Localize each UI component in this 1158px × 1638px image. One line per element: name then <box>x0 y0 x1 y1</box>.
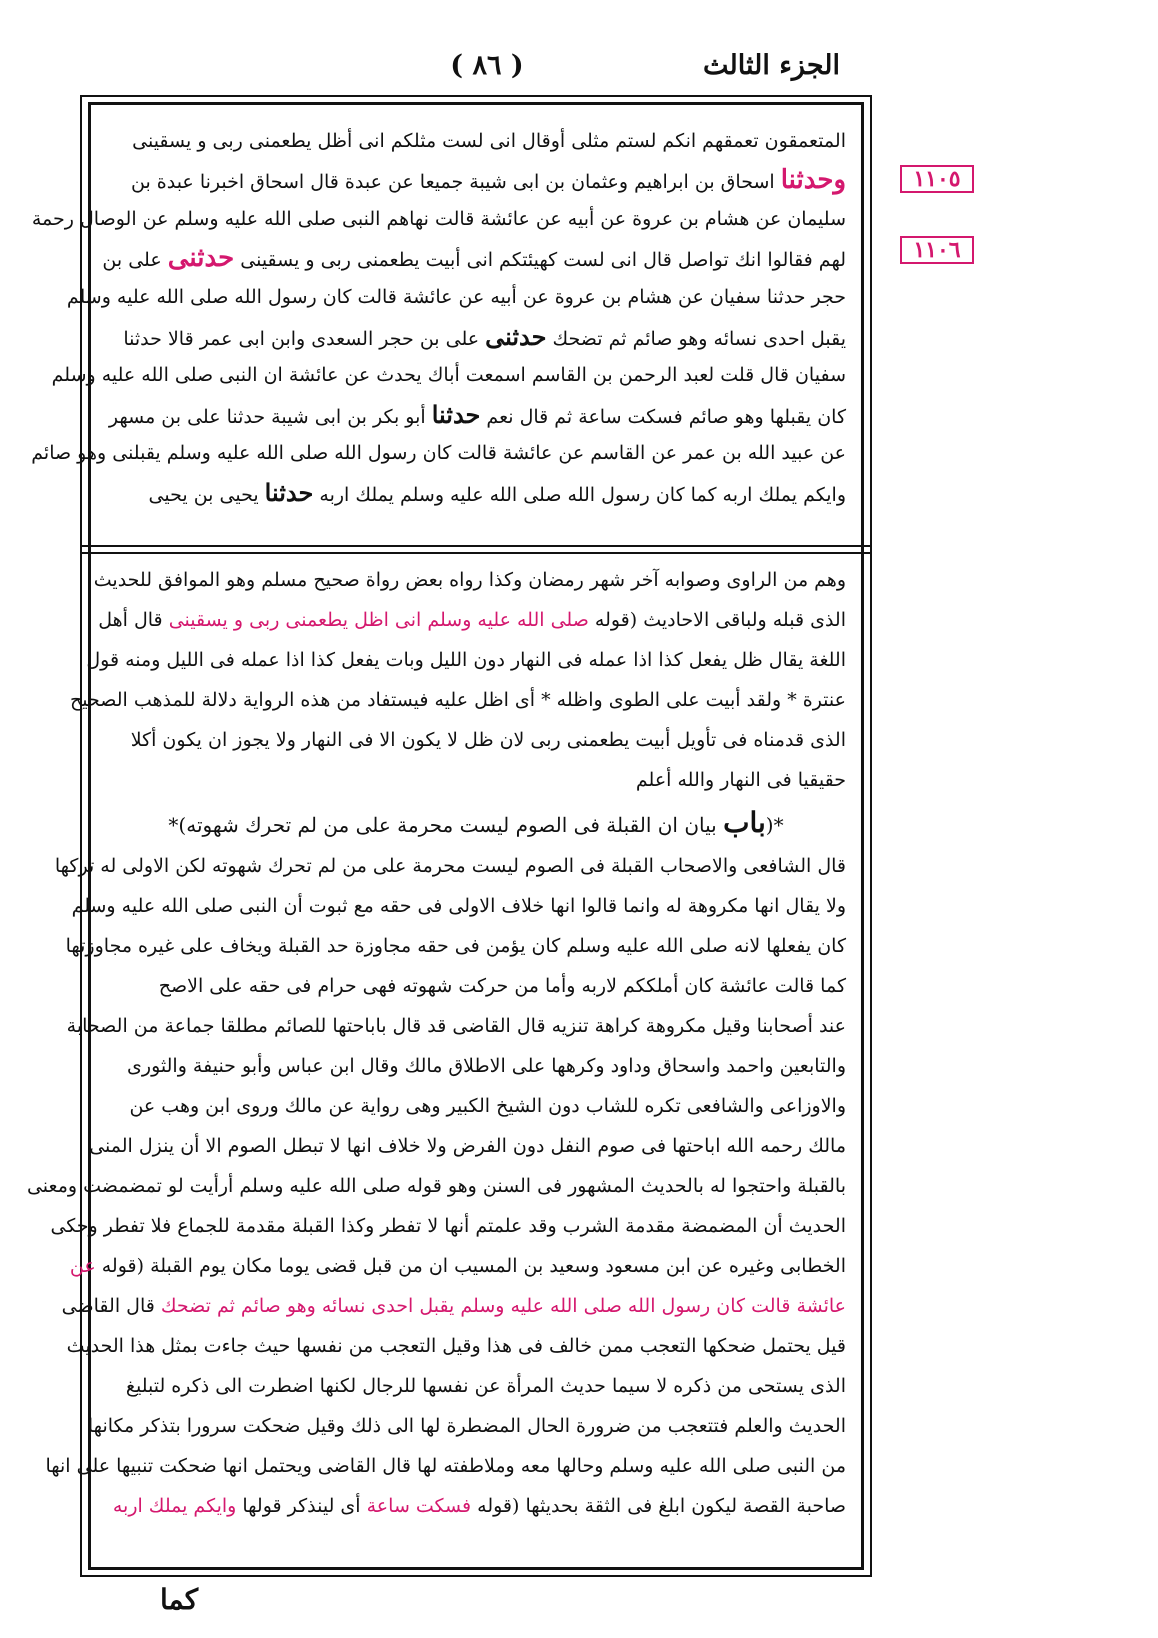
commentary-line: الحديث أن المضمضة مقدمة الشرب وقد علمتم أنها لا تفطر وكذا القبلة مقدمة للجماع فلا تفطر وحكى <box>50 1215 846 1237</box>
text-line: المتعمقون تعمقهم انكم لستم مثلى أوقال انى لست مثلكم انى أظل يطعمنى ربى و يسقينى <box>132 130 846 152</box>
commentary-line: الحديث والعلم فتتعجب من ضرورة الحال المضطرة لها الى ذلك وقيل ضحكت سرورا بتذكر مكانها <box>87 1415 846 1437</box>
page-number: ( ٨٦ ) <box>450 50 524 81</box>
text-line: وحدثنا اسحاق بن ابراهيم وعثمان بن ابى شيبة جميعا عن عبدة قال اسحاق اخبرنا عبدة بن <box>130 165 846 195</box>
quoted-text: وايكم يملك اربه <box>112 1495 237 1517</box>
quoted-text: عن <box>69 1255 96 1277</box>
commentary-line: كان يفعلها لانه صلى الله عليه وسلم كان يؤمن فى حقه مجاوزة حد القبلة ويخاف على غيره مجاوزتها <box>65 935 846 957</box>
isnad-marker: حدثنى <box>485 322 547 351</box>
hadith-number-1106: ١١٠٦ <box>900 236 974 264</box>
chapter-title: بيان ان القبلة فى الصوم ليست محرمة على من لم تحرك شهوته <box>186 813 717 837</box>
quoted-text: صلى الله عليه وسلم انى اظل يطعمنى ربى و يسقينى <box>168 609 589 631</box>
commentary-block <box>26 560 846 1526</box>
text-line: سفيان قال قلت لعبد الرحمن بن القاسم اسمعت أباك يحدث عن عائشة ان النبى صلى الله عليه وسلم <box>51 364 846 386</box>
commentary-line: الذى قدمناه فى تأويل أبيت يطعمنى ربى لان ظل لا يكون الا فى النهار ولا يجوز ان يكون أكلا <box>130 729 846 751</box>
isnad-marker: حدثنا <box>264 478 314 507</box>
commentary-line: الذى قبله ولباقى الاحاديث (قوله صلى الله عليه وسلم انى اظل يطعمنى ربى و يسقينى قال أهل <box>98 609 846 631</box>
text-line: لهم فقالوا انك تواصل قال انى لست كهيئتكم انى أبيت يطعمنى ربى و يسقينى حدثنى على بن <box>102 243 846 273</box>
text-line: عن عبيد الله بن عمر عن القاسم عن عائشة قالت كان رسول الله صلى الله عليه وسلم يقبلنى وهو صائم <box>31 442 846 464</box>
commentary-line: عائشة قالت كان رسول الله صلى الله عليه وسلم يقبل احدى نسائه وهو صائم ثم تضحك قال القاضى <box>61 1295 846 1317</box>
quoted-text: فسكت ساعة <box>366 1495 472 1517</box>
catchword: كما <box>160 1583 199 1616</box>
commentary-line: قيل يحتمل ضحكها التعجب ممن خالف فى هذا وقيل التعجب من نفسها حيث جاءت بمثل هذا الحديث <box>66 1335 846 1357</box>
text-line: كان يقبلها وهو صائم فسكت ساعة ثم قال نعم حدثنا أبو بكر بن ابى شيبة حدثنا على بن مسهر <box>108 400 846 429</box>
isnad-marker: حدثنى <box>167 243 235 273</box>
commentary-line: الخطابى وغيره عن ابن مسعود وسعيد بن المسيب ان من قبل قضى يوما مكان يوم القبلة (قوله عن <box>69 1255 846 1277</box>
commentary-line: والاوزاعى والشافعى تكره للشاب دون الشيخ الكبير وهى رواية عن مالك وروى ابن وهب عن <box>129 1095 846 1117</box>
section-divider <box>80 545 872 554</box>
volume-header: الجزء الثالث <box>703 50 840 81</box>
isnad-marker: حدثنا <box>431 400 481 429</box>
commentary-line: بالقبلة واحتجوا له بالحديث المشهور فى السنن وهو قوله صلى الله عليه وسلم أرأيت لو تمضمضت ومعنى <box>26 1175 846 1197</box>
commentary-line: حقيقيا فى النهار والله أعلم <box>635 769 846 791</box>
text-line: حجر حدثنا سفيان عن هشام بن عروة عن أبيه عن عائشة قالت كان رسول الله صلى الله عليه وسلم <box>66 286 846 308</box>
text-line: وايكم يملك اربه كما كان رسول الله صلى الله عليه وسلم يملك اربه حدثنا يحيى بن يحيى <box>148 478 846 507</box>
commentary-line: وهم من الراوى وصوابه آخر شهر رمضان وكذا رواه بعض رواة صحيح مسلم وهو الموافق للحديث <box>93 569 846 591</box>
chapter-heading: *(باب بيان ان القبلة فى الصوم ليست محرمة على من لم تحرك شهوته)* <box>168 806 784 839</box>
text-line: يقبل احدى نسائه وهو صائم ثم تضحك حدثنى على بن حجر السعدى وابن ابى عمر قالا حدثنا <box>123 322 846 351</box>
hadith-text-block <box>31 122 846 512</box>
commentary-line: قال الشافعى والاصحاب القبلة فى الصوم ليست محرمة على من لم تحرك شهوته لكن الاولى له تركها <box>54 855 846 877</box>
commentary-line: عنترة * ولقد أبيت على الطوى واظله * أى اظل عليه فيستفاد من هذه الرواية دلالة للمذهب الصحيح <box>70 689 846 711</box>
commentary-line: عند أصحابنا وقيل مكروهة كراهة تنزيه قال القاضى قد قال باباحتها للصائم مطلقا جماعة من الصحابة <box>66 1015 846 1037</box>
commentary-line: مالك رحمه الله اباحتها فى صوم النفل دون الفرض ولا خلاف انها لا تبطل الصوم الا أن ينزل المنى <box>89 1135 846 1157</box>
hadith-number-1105: ١١٠٥ <box>900 165 974 193</box>
commentary-line: كما قالت عائشة كان أملككم لاربه وأما من حركت شهوته فهى حرام فى حقه على الاصح <box>158 975 846 997</box>
commentary-line: والتابعين واحمد واسحاق وداود وكرهها على الاطلاق مالك وقال ابن عباس وأبو حنيفة والثورى <box>127 1055 846 1077</box>
commentary-line: صاحبة القصة ليكون ابلغ فى الثقة بحديثها (قوله فسكت ساعة أى لينذكر قولها وايكم يملك اربه <box>112 1495 846 1517</box>
commentary-line: اللغة يقال ظل يفعل كذا اذا عمله فى النهار دون الليل وبات يفعل كذا اذا عمله فى الليل ومنه قول <box>86 649 846 671</box>
chapter-bab: باب <box>723 806 766 839</box>
commentary-line: من النبى صلى الله عليه وسلم وحالها معه وملاطفته لها قال القاضى ويحتمل انها ضحكت تنبيها على انها <box>45 1455 846 1477</box>
commentary-line: ولا يقال انها مكروهة له وانما قالوا انها خلاف الاولى فى حقه مع ثبوت أن النبى صلى الله عليه وسلم <box>71 895 846 917</box>
isnad-marker: وحدثنا <box>780 165 846 195</box>
commentary-line: الذى يستحى من ذكره لا سيما حديث المرأة عن نفسها للرجال لكنها اضطرت الى ذكره لتبليغ <box>125 1375 846 1397</box>
text-line: سليمان عن هشام بن عروة عن أبيه عن عائشة قالت نهاهم النبى صلى الله عليه وسلم عن الوصال رحمة <box>31 208 846 230</box>
quoted-text: عائشة قالت كان رسول الله صلى الله عليه وسلم يقبل احدى نسائه وهو صائم ثم تضحك <box>160 1295 846 1317</box>
